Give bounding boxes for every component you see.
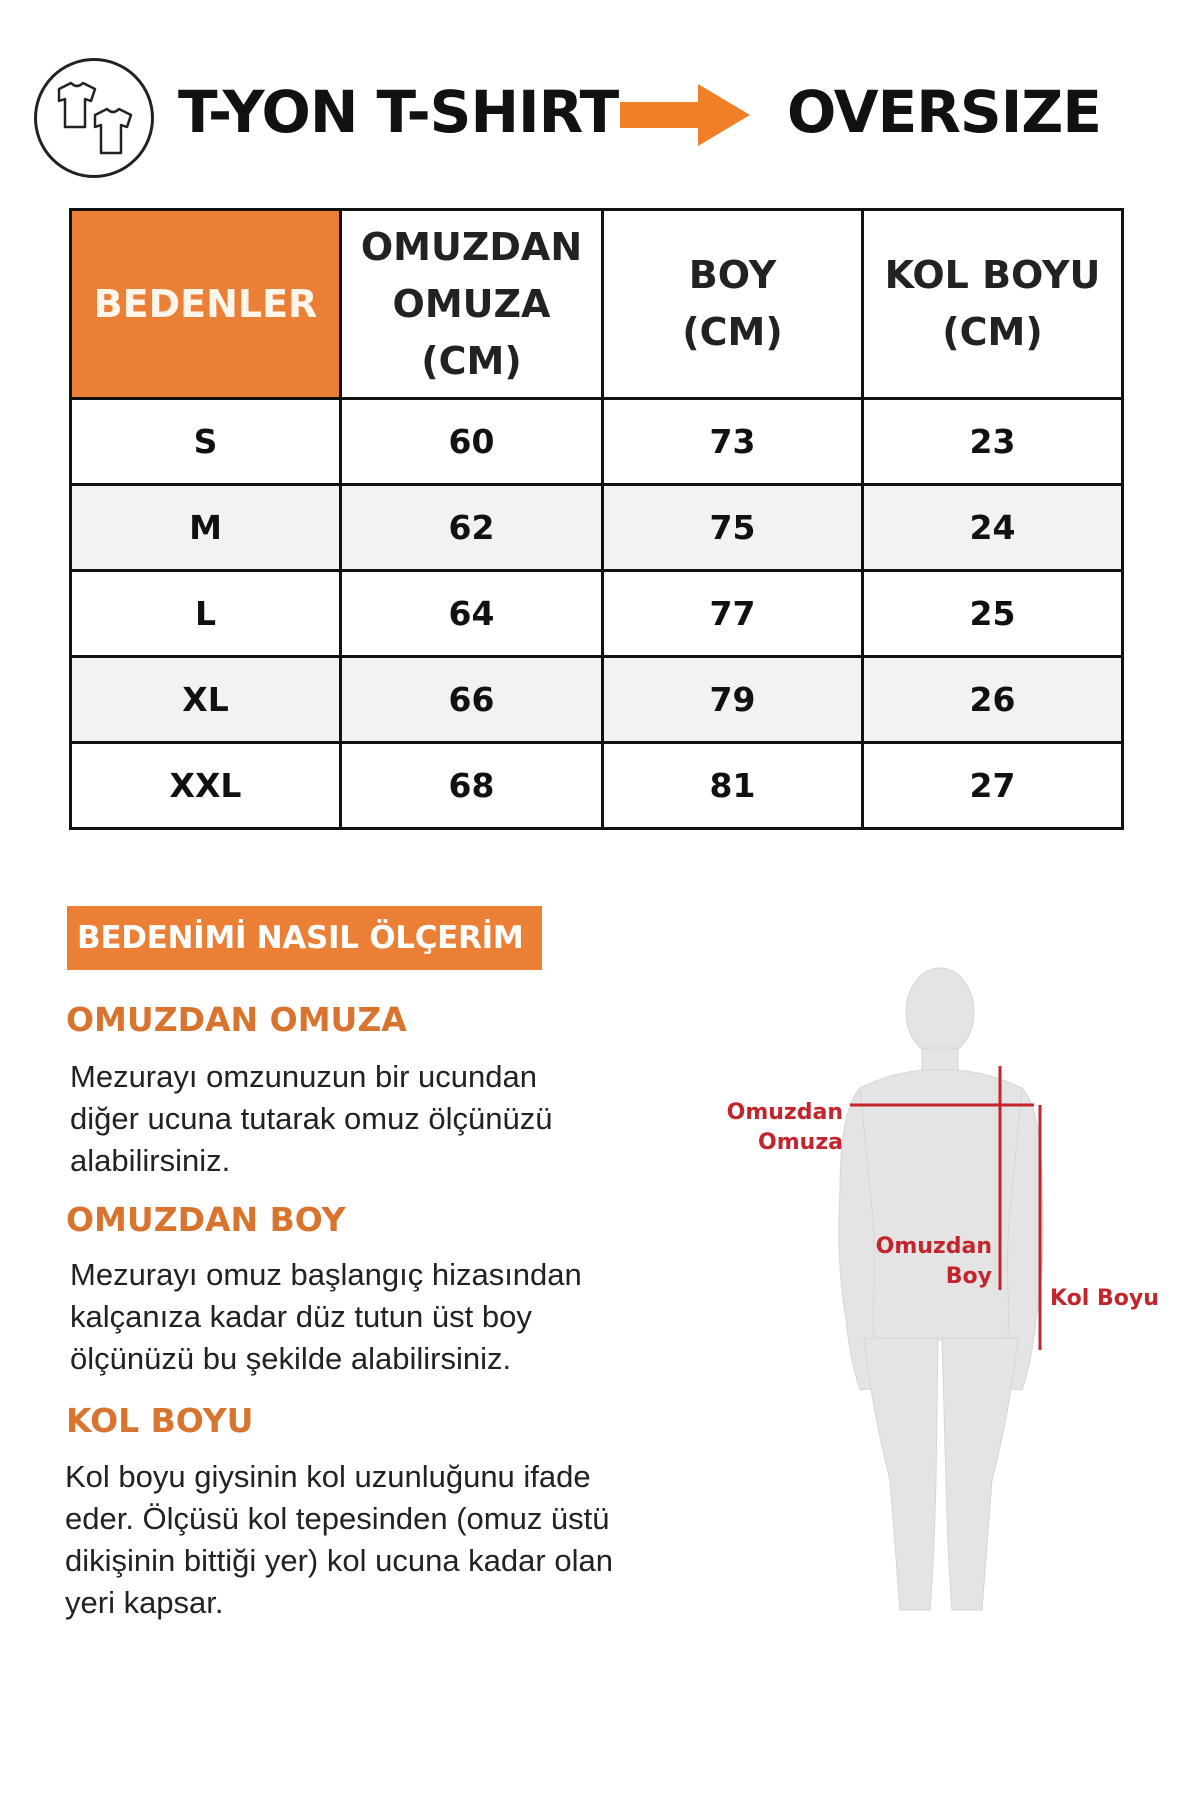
size-cell: L (71, 571, 341, 657)
shoulder-cell: 60 (341, 399, 603, 485)
shoulder-cell: 68 (341, 743, 603, 829)
table-row (71, 485, 1123, 571)
arrow-right-icon (620, 80, 760, 150)
section-text-length: Mezurayı omuz başlangıç hizasından kalçanıza kadar düz tutun üst boy ölçünüzü bu şekilde alabilirsiniz. (70, 1257, 582, 1376)
section-text-shoulder: Mezurayı omzunuzun bir ucundan diğer ucuna tutarak omuz ölçünüzü alabilirsiniz. (70, 1059, 553, 1178)
size-cell: S (71, 399, 341, 485)
label-shoulder: Omuzdan Omuza (726, 1100, 843, 1155)
table-row (71, 743, 1123, 829)
header-bedenler: BEDENLER (71, 210, 341, 399)
sleeve-cell: 23 (863, 399, 1123, 485)
fit-label: OVERSIZE (787, 78, 1101, 146)
sleeve-cell: 26 (863, 657, 1123, 743)
table-row (71, 657, 1123, 743)
length-cell: 81 (603, 743, 863, 829)
table-header-row (71, 210, 1123, 399)
label-length: Omuzdan Boy (875, 1234, 992, 1289)
section-title-shoulder: OMUZDAN OMUZA (66, 1000, 407, 1039)
shoulder-cell: 66 (341, 657, 603, 743)
length-cell: 77 (603, 571, 863, 657)
header-sleeve: KOL BOYU (CM) (863, 210, 1123, 399)
table-row (71, 399, 1123, 485)
shoulder-cell: 62 (341, 485, 603, 571)
size-cell: XL (71, 657, 341, 743)
length-cell: 75 (603, 485, 863, 571)
header-length: BOY (CM) (603, 210, 863, 399)
label-sleeve: Kol Boyu (1050, 1286, 1159, 1311)
length-cell: 79 (603, 657, 863, 743)
section-text-sleeve: Kol boyu giysinin kol uzunluğunu ifade eder. Ölçüsü kol tepesinden (omuz üstü dikişinin bittiği yer) kol ucuna kadar olan yeri kapsar. (65, 1459, 613, 1620)
header (0, 0, 1200, 200)
size-chart-table (69, 208, 1124, 830)
header-shoulder: OMUZDAN OMUZA (CM) (341, 210, 603, 399)
shoulder-cell: 64 (341, 571, 603, 657)
sleeve-cell: 25 (863, 571, 1123, 657)
section-title-sleeve: KOL BOYU (66, 1401, 254, 1440)
measurement-figure (700, 960, 1180, 1620)
size-cell: XXL (71, 743, 341, 829)
sleeve-cell: 24 (863, 485, 1123, 571)
tshirt-icon (45, 79, 149, 163)
size-cell: M (71, 485, 341, 571)
length-cell: 73 (603, 399, 863, 485)
logo-badge (34, 58, 154, 178)
section-title-length: OMUZDAN BOY (66, 1200, 346, 1239)
sleeve-cell: 27 (863, 743, 1123, 829)
table-row (71, 571, 1123, 657)
how-to-measure-banner: BEDENİMİ NASIL ÖLÇERİM (67, 906, 542, 970)
brand-title: T-YON T-SHIRT (178, 78, 619, 146)
